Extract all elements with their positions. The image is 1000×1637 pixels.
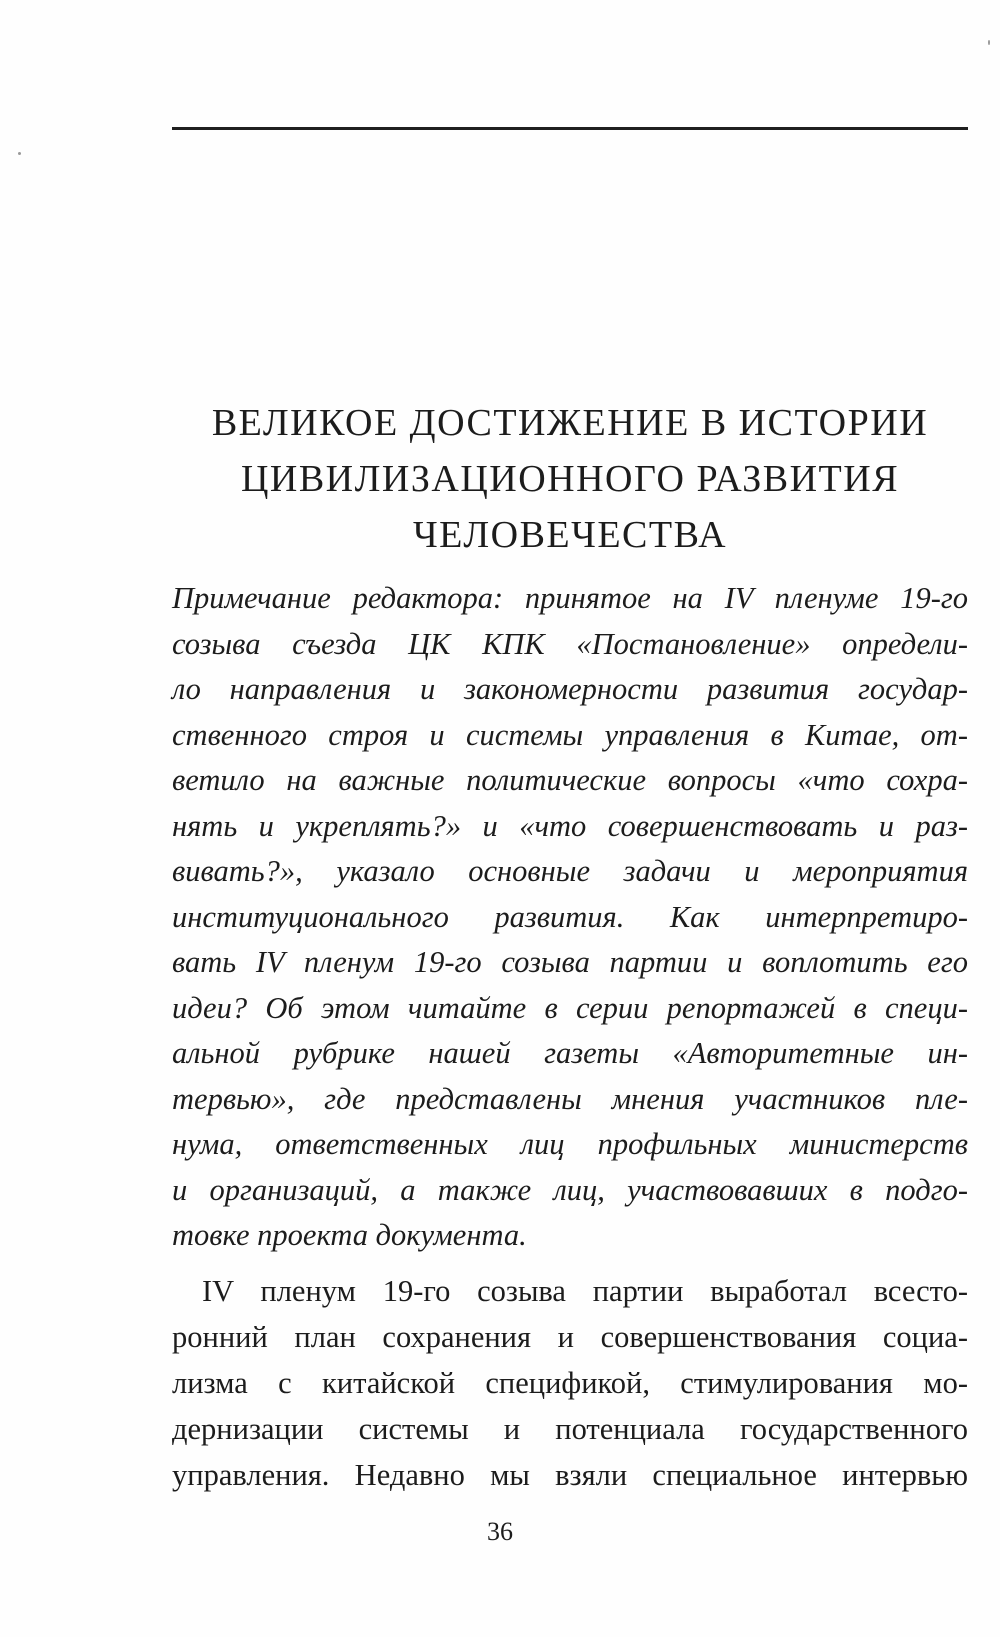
scan-speck <box>988 40 990 45</box>
chapter-title-line: ЧЕЛОВЕЧЕСТВА <box>412 514 728 556</box>
scan-speck <box>18 152 21 155</box>
editor-note-line: ственного строя и системы управления в Китае, от- <box>172 717 968 752</box>
body-line: лизма с китайской спецификой, стимулирования мо- <box>172 1366 968 1400</box>
editor-note-line: нять и укреплять?» и «что совершенствовать и раз- <box>172 808 968 843</box>
editor-note-line: тервью», где представлены мнения участников пле- <box>172 1081 968 1116</box>
chapter-title <box>172 395 968 563</box>
body-paragraph <box>172 1268 968 1498</box>
editor-note-line: ло направления и закономерности развития государ- <box>172 672 968 706</box>
editor-note-line: институционального развития. Как интерпретиро- <box>172 899 968 934</box>
editor-note-line: нума, ответственных лиц профильных министерств <box>172 1127 968 1161</box>
editor-note-line: вивать?», указало основные задачи и мероприятия <box>172 854 968 888</box>
editor-note-line: идеи? Об этом читайте в серии репортажей в специ- <box>172 990 968 1025</box>
editor-note-line: Примечание редактора: принятое на IV пленуме 19-го <box>172 581 968 615</box>
body-line: IV пленум 19-го созыва партии выработал всесто- <box>202 1274 968 1308</box>
header-rule <box>172 127 968 130</box>
chapter-title-line: ВЕЛИКОЕ ДОСТИЖЕНИЕ В ИСТОРИИ <box>211 402 929 444</box>
page-number: 36 <box>487 1517 513 1546</box>
editor-note-line: товке проекта документа. <box>172 1218 527 1252</box>
editor-note-line: ветило на важные политические вопросы «что сохра- <box>172 763 968 797</box>
editor-note-line: альной рубрике нашей газеты «Авторитетные ин- <box>172 1036 968 1070</box>
editor-note-line: созыва съезда ЦК КПК «Постановление» определи- <box>172 626 968 661</box>
editor-note <box>172 576 968 1259</box>
body-line: управления. Недавно мы взяли специальное интервью <box>172 1458 968 1492</box>
editor-note-line: вать IV пленум 19-го созыва партии и воплотить его <box>172 945 968 979</box>
body-line: ронний план сохранения и совершенствования социа- <box>172 1320 968 1354</box>
chapter-title-line: ЦИВИЛИЗАЦИОННОГО РАЗВИТИЯ <box>240 458 900 500</box>
editor-note-line: и организаций, а также лиц, участвовавших в подго- <box>172 1172 968 1207</box>
body-line: дернизации системы и потенциала государственного <box>172 1412 968 1446</box>
